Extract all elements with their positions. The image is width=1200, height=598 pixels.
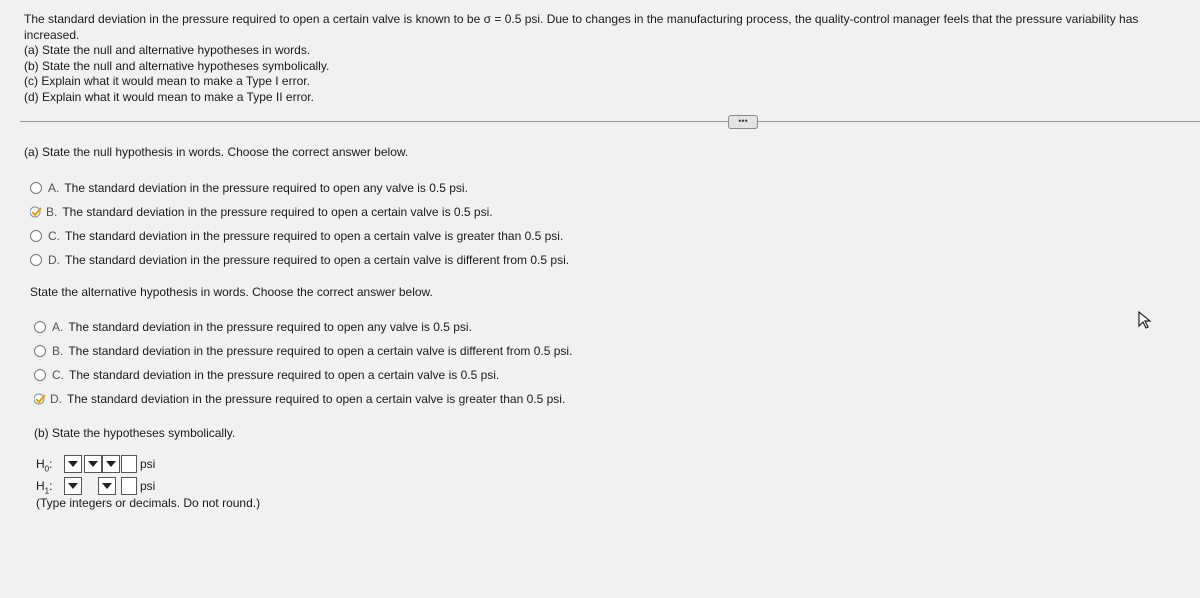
null-option-c[interactable] bbox=[30, 227, 563, 245]
option-text: The standard deviation in the pressure required to open any valve is 0.5 psi. bbox=[64, 181, 468, 195]
h1-unit: psi bbox=[140, 479, 156, 493]
option-letter: A. bbox=[48, 181, 60, 195]
option-text: The standard deviation in the pressure required to open a certain valve is greater than 0.5 psi. bbox=[67, 392, 566, 406]
option-text: The standard deviation in the pressure required to open any valve is 0.5 psi. bbox=[68, 320, 472, 334]
option-letter: D. bbox=[48, 253, 60, 267]
option-letter: B. bbox=[46, 205, 58, 219]
h1-row bbox=[36, 477, 236, 495]
alt-question-prompt: State the alternative hypothesis in words. Choose the correct answer below. bbox=[30, 285, 433, 299]
option-letter: C. bbox=[52, 368, 64, 382]
alt-option-b[interactable] bbox=[34, 342, 572, 360]
option-text: The standard deviation in the pressure required to open a certain valve is 0.5 psi. bbox=[62, 205, 493, 219]
part-a: (a) State the null and alternative hypotheses in words. bbox=[24, 43, 311, 57]
option-text: The standard deviation in the pressure required to open a certain valve is different from 0.5 psi. bbox=[68, 344, 573, 358]
check-icon bbox=[30, 206, 42, 218]
radio-circle-icon[interactable] bbox=[30, 182, 42, 194]
input-instructions: (Type integers or decimals. Do not round.) bbox=[36, 496, 261, 510]
h0-unit: psi bbox=[140, 457, 156, 471]
problem-statement: The standard deviation in the pressure required to open a certain valve is known to be σ = 0.5 psi. Due to changes in the manufacturing process, the quality-control manager feels that the pressure variability has increased. bbox=[24, 12, 1139, 42]
h1-relation-dropdown[interactable] bbox=[98, 477, 116, 495]
radio-circle-icon[interactable] bbox=[34, 369, 46, 381]
check-icon bbox=[34, 393, 46, 405]
alt-option-c[interactable] bbox=[34, 366, 499, 384]
alt-option-d[interactable] bbox=[34, 390, 565, 408]
option-text: The standard deviation in the pressure required to open a certain valve is different from 0.5 psi. bbox=[65, 253, 570, 267]
option-text: The standard deviation in the pressure required to open a certain valve is greater than 0.5 psi. bbox=[65, 229, 564, 243]
h0-relation-dropdown[interactable] bbox=[84, 455, 102, 473]
null-option-a[interactable] bbox=[30, 179, 468, 197]
option-letter: B. bbox=[52, 344, 64, 358]
null-option-d[interactable] bbox=[30, 251, 569, 269]
radio-circle-icon[interactable] bbox=[30, 254, 42, 266]
part-b: (b) State the null and alternative hypotheses symbolically. bbox=[24, 58, 330, 73]
h1-parameter-dropdown[interactable] bbox=[64, 477, 82, 495]
mouse-pointer-icon bbox=[1137, 310, 1153, 330]
option-text: The standard deviation in the pressure required to open a certain valve is 0.5 psi. bbox=[69, 368, 500, 382]
problem-text bbox=[24, 12, 1184, 105]
radio-circle-icon[interactable] bbox=[34, 321, 46, 333]
h0-label: $H_0$: bbox=[36, 457, 53, 474]
h0-row bbox=[36, 455, 236, 473]
section-divider bbox=[20, 121, 1200, 122]
h0-parameter-dropdown[interactable] bbox=[64, 455, 82, 473]
h0-value-input[interactable] bbox=[121, 455, 137, 473]
h1-value-input[interactable] bbox=[121, 477, 137, 495]
part-d: (d) Explain what it would mean to make a Type II error. bbox=[24, 89, 314, 104]
alt-option-a[interactable] bbox=[34, 318, 472, 336]
null-question-prompt: (a) State the null hypothesis in words. Choose the correct answer below. bbox=[24, 145, 409, 159]
option-letter: D. bbox=[50, 392, 62, 406]
radio-circle-icon[interactable] bbox=[30, 230, 42, 242]
h0-relation-dropdown-2[interactable] bbox=[102, 455, 120, 473]
radio-circle-icon[interactable] bbox=[34, 345, 46, 357]
symbolic-prompt: (b) State the hypotheses symbolically. bbox=[34, 426, 236, 440]
h1-label: $H_1$: bbox=[36, 479, 53, 496]
option-letter: C. bbox=[48, 229, 60, 243]
part-c: (c) Explain what it would mean to make a Type I error. bbox=[24, 74, 310, 88]
expand-more-button[interactable]: ••• bbox=[728, 115, 758, 129]
null-option-b[interactable] bbox=[30, 203, 493, 221]
option-letter: A. bbox=[52, 320, 64, 334]
